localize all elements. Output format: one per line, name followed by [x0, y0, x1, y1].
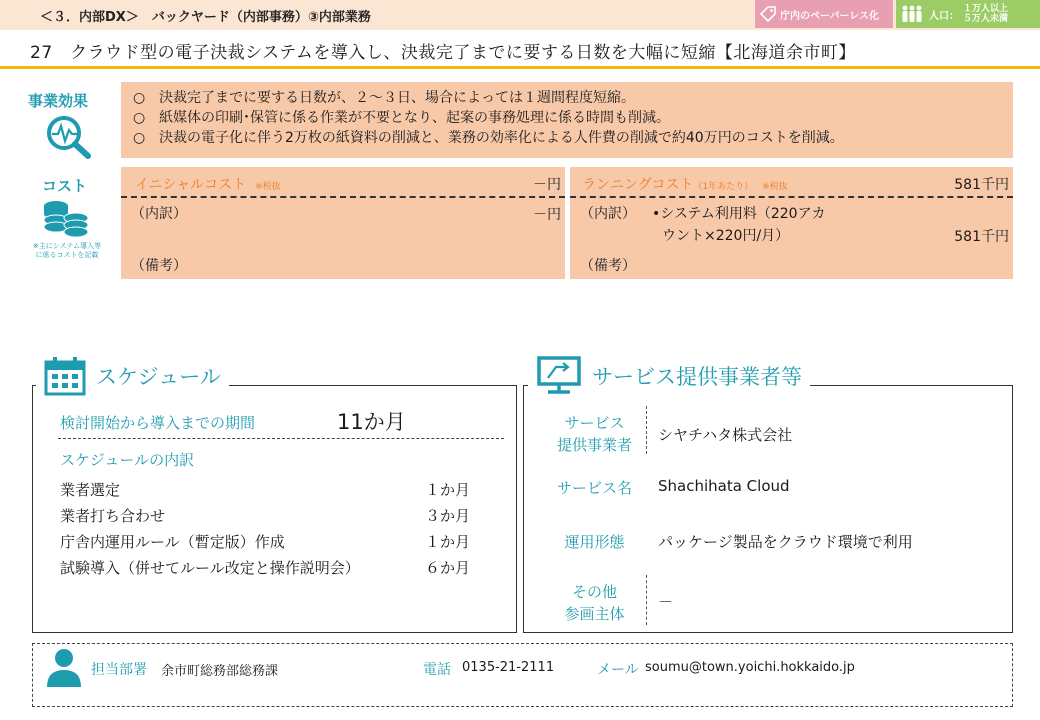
other-participants-value: －	[658, 593, 674, 611]
phone-label: 電話	[423, 662, 451, 678]
running-cost-header	[570, 167, 1013, 198]
running-cost-label: ランニングコスト	[582, 177, 694, 193]
schedule-item: 庁舎内運用ルール（暫定版）作成	[60, 533, 285, 551]
paperless-tag	[755, 0, 893, 28]
tag-icon	[759, 5, 777, 23]
person-icon	[44, 647, 84, 689]
initial-cost-panel	[121, 167, 565, 279]
schedule-item: 業者選定	[60, 481, 121, 499]
effects-panel	[121, 82, 1013, 158]
other-label-line-2: 参画主体	[564, 605, 625, 623]
effect-item	[133, 128, 1001, 148]
schedule-item-duration: ３か月	[425, 507, 471, 525]
operation-mode-label: 運用形態	[564, 533, 625, 551]
cost-label: コスト	[42, 177, 88, 195]
period-divider	[58, 438, 504, 439]
service-heading	[528, 356, 810, 396]
cost-note	[22, 242, 112, 260]
initial-breakdown-label: （内訳）	[131, 206, 187, 222]
initial-cost-label: イニシャルコスト	[135, 177, 247, 193]
initial-cost-value: －円	[533, 177, 561, 193]
effect-item-text: 紙媒体の印刷･保管に係る作業が不要となり、起案の事務処理に係る時間も削減。	[159, 110, 670, 126]
title-rule	[0, 66, 1040, 69]
running-cost-panel	[570, 167, 1013, 279]
cost-note-line-1: ※主にシステム導入等	[32, 242, 102, 250]
provider-label	[542, 412, 647, 456]
running-remarks-label: （備考）	[580, 258, 636, 274]
schedule-item-duration: １か月	[425, 533, 471, 551]
department-label: 担当部署	[91, 662, 147, 678]
other-label-line-1: その他	[571, 583, 617, 601]
circle-bullet: ○	[133, 90, 146, 106]
service-name-value: Shachihata Cloud	[658, 477, 790, 495]
running-breakdown-item-2: ウント×220円/月）	[662, 228, 790, 244]
breadcrumb: ＜３．内部DX＞ バックヤード（内部事務）③内部業務	[40, 10, 371, 25]
schedule-item: 試験導入（併せてルール改定と操作説明会）	[60, 559, 360, 577]
provider-value: シヤチハタ株式会社	[658, 426, 793, 444]
population-value-line-2: ５万人未満	[963, 14, 1009, 24]
schedule-heading-text: スケジュール	[96, 365, 221, 389]
mail-label: メール	[597, 662, 639, 678]
calendar-icon	[44, 356, 86, 396]
schedule-item-duration: ６か月	[425, 559, 471, 577]
schedule-item: 業者打ち合わせ	[60, 507, 166, 525]
coins-icon	[40, 198, 92, 240]
effect-item-text: 決裁の電子化に伴う2万枚の紙資料の削減と、業務の効率化による人件費の削減で約40万円のコストを削減。	[159, 130, 844, 146]
initial-remarks-label: （備考）	[131, 258, 187, 274]
circle-bullet: ○	[133, 110, 146, 126]
phone-value: 0135-21-2111	[462, 660, 555, 675]
service-name-label: サービス名	[556, 479, 632, 497]
running-breakdown-label: （内訳）	[580, 206, 636, 222]
population-label: 人口：	[929, 10, 959, 22]
running-breakdown-value: 581千円	[954, 229, 1009, 245]
people-icon	[900, 4, 924, 24]
population-tag	[896, 0, 1040, 28]
monitor-icon	[536, 356, 582, 396]
page-title: 27 クラウド型の電子決裁システムを導入し、決裁完了までに要する日数を大幅に短縮【北海道余市町】	[30, 43, 856, 63]
running-breakdown-item-1: •システム利用料（220アカ	[652, 206, 826, 222]
running-cost-title	[582, 174, 788, 194]
schedule-heading	[36, 356, 229, 396]
other-participants-label	[542, 581, 647, 625]
other-divider	[646, 575, 647, 625]
period-label: 検討開始から導入までの期間	[60, 414, 256, 432]
period-value: 11か月	[337, 410, 406, 434]
effect-item	[133, 108, 1001, 128]
effect-item-text: 決裁完了までに要する日数が、２～３日、場合によっては１週間程度短縮。	[159, 90, 635, 106]
circle-bullet: ○	[133, 130, 146, 146]
initial-cost-header	[121, 167, 565, 198]
running-per-year: （1年あたり）	[693, 182, 754, 192]
provider-label-line-2: 提供事業者	[556, 436, 632, 454]
effects-label: 事業効果	[28, 92, 89, 110]
paperless-tag-label: 庁内のペーパーレス化	[780, 10, 879, 22]
running-tax-note: ※税抜	[762, 182, 788, 192]
magnifier-chart-icon	[44, 114, 94, 160]
schedule-item-duration: １か月	[425, 481, 471, 499]
operation-mode-value: パッケージ製品をクラウド環境で利用	[658, 533, 913, 551]
provider-divider	[646, 406, 647, 454]
running-cost-value: 581千円	[954, 177, 1009, 193]
population-value-line-1: １万人以上	[963, 4, 1009, 14]
effect-item	[133, 88, 1001, 108]
initial-breakdown-value: －円	[533, 207, 561, 223]
initial-cost-title	[135, 174, 281, 194]
mail-value[interactable]: soumu@town.yoichi.hokkaido.jp	[645, 660, 855, 675]
service-heading-text: サービス提供事業者等	[592, 365, 802, 389]
provider-label-line-1: サービス	[564, 414, 625, 432]
initial-tax-note: ※税抜	[255, 182, 281, 192]
population-value	[963, 4, 1008, 24]
schedule-breakdown-label: スケジュールの内訳	[60, 451, 195, 469]
cost-note-line-2: に係るコストを記載	[35, 251, 99, 259]
department-value: 余市町総務部総務課	[161, 664, 279, 679]
